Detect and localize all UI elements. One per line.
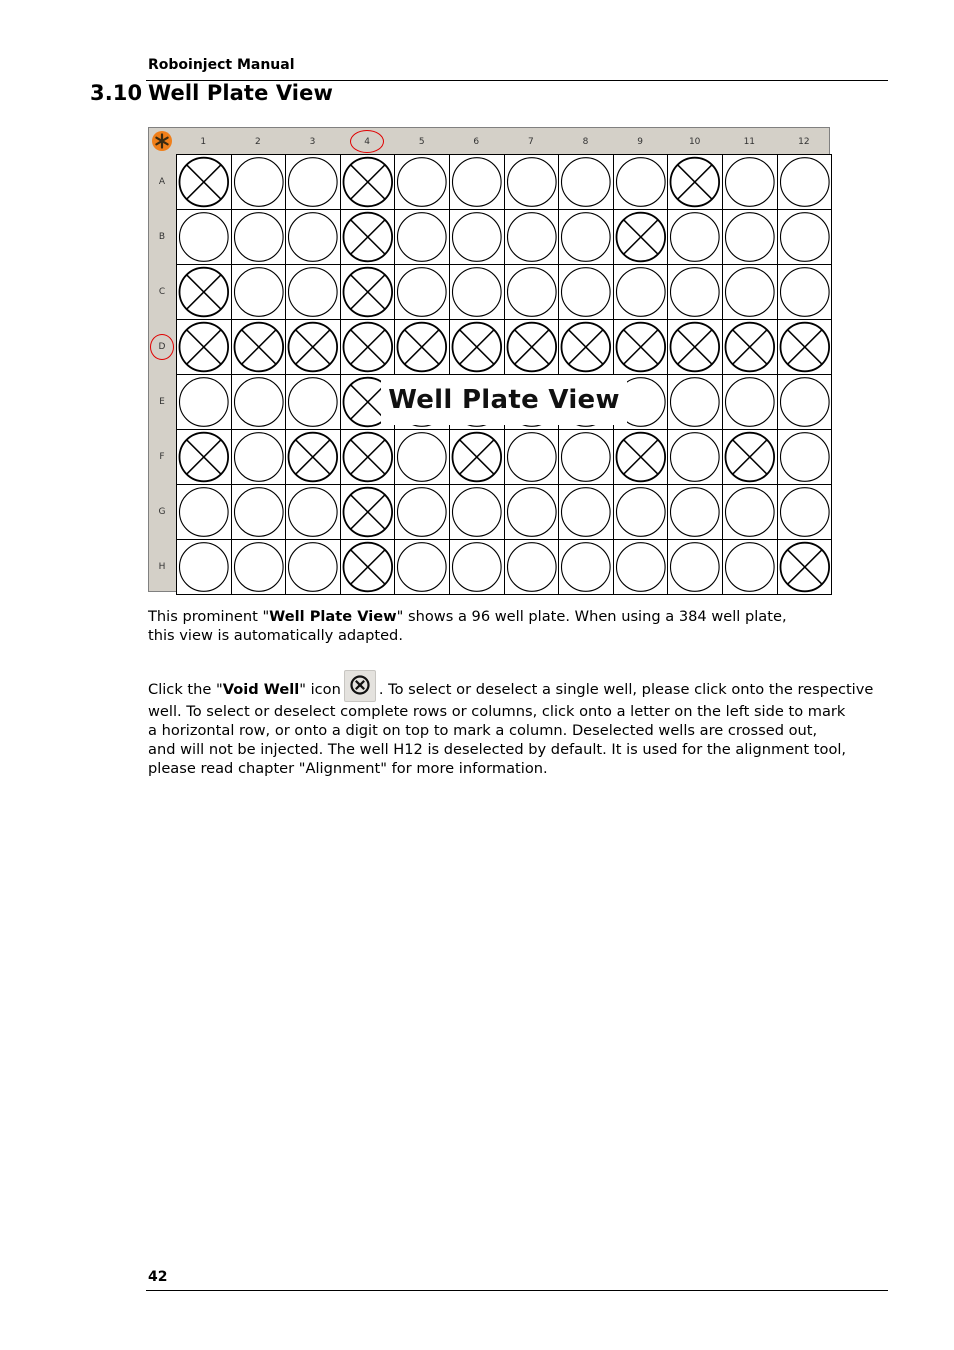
well-B6[interactable] [449,209,505,265]
page-number: 42 [148,1269,168,1285]
well-F3[interactable] [285,429,341,485]
well-H3[interactable] [285,539,341,595]
void-well-icon[interactable] [344,670,376,702]
well-D3[interactable] [285,319,341,375]
well-B8[interactable] [558,209,614,265]
well-H12[interactable] [777,539,833,595]
row-header-E[interactable]: E [159,396,165,407]
intro-line-1: This prominent "Well Plate View" shows a 96 well plate. When using a 384 well plate, [148,608,787,625]
well-G10[interactable] [667,484,723,540]
well-C2[interactable] [231,264,287,320]
well-A11[interactable] [722,154,778,210]
well-E12[interactable] [777,374,833,430]
well-G3[interactable] [285,484,341,540]
column-header-2[interactable]: 2 [255,136,261,147]
well-D10[interactable] [667,319,723,375]
well-G11[interactable] [722,484,778,540]
well-D1[interactable] [176,319,232,375]
well-G7[interactable] [504,484,560,540]
well-A4[interactable] [340,154,396,210]
column-header-7[interactable]: 7 [528,136,534,147]
well-plate [148,127,830,592]
footer-rule [146,1290,888,1291]
column-header-11[interactable]: 11 [743,136,756,147]
well-F2[interactable] [231,429,287,485]
well-F10[interactable] [667,429,723,485]
well-H2[interactable] [231,539,287,595]
void-well-paragraph [148,670,873,778]
well-D11[interactable] [722,319,778,375]
well-D2[interactable] [231,319,287,375]
well-A2[interactable] [231,154,287,210]
well-D8[interactable] [558,319,614,375]
column-header-10[interactable]: 10 [688,136,701,147]
row-header-D[interactable]: D [158,341,166,352]
well-F8[interactable] [558,429,614,485]
header-title: Roboinject Manual [148,57,295,73]
well-C6[interactable] [449,264,505,320]
well-B2[interactable] [231,209,287,265]
void-line-2: well. To select or deselect complete rows or columns, click onto a letter on the left side to mark [148,703,846,720]
well-B7[interactable] [504,209,560,265]
well-E2[interactable] [231,374,287,430]
intro-paragraph [148,607,787,645]
well-A6[interactable] [449,154,505,210]
well-A8[interactable] [558,154,614,210]
well-F7[interactable] [504,429,560,485]
section-title: Well Plate View [148,81,333,105]
well-A7[interactable] [504,154,560,210]
well-B3[interactable] [285,209,341,265]
well-F12[interactable] [777,429,833,485]
row-header-B[interactable]: B [158,231,166,242]
intro-line-2: this view is automatically adapted. [148,627,403,644]
well-B1[interactable] [176,209,232,265]
well-E11[interactable] [722,374,778,430]
well-B4[interactable] [340,209,396,265]
well-D7[interactable] [504,319,560,375]
well-A10[interactable] [667,154,723,210]
well-E3[interactable] [285,374,341,430]
well-G6[interactable] [449,484,505,540]
well-D4[interactable] [340,319,396,375]
well-D5[interactable] [394,319,450,375]
well-H7[interactable] [504,539,560,595]
well-C5[interactable] [394,264,450,320]
well-C7[interactable] [504,264,560,320]
well-E10[interactable] [667,374,723,430]
void-line-3: a horizontal row, or onto a digit on top to mark a column. Deselected wells are crossed out, [148,722,818,739]
asterisk-icon[interactable] [149,128,175,154]
well-E1[interactable] [176,374,232,430]
well-F6[interactable] [449,429,505,485]
column-header-12[interactable]: 12 [798,136,810,147]
well-H11[interactable] [722,539,778,595]
column-header-8[interactable]: 8 [582,136,589,147]
well-F11[interactable] [722,429,778,485]
well-C1[interactable] [176,264,232,320]
row-header-A[interactable]: A [158,176,166,187]
well-C11[interactable] [722,264,778,320]
well-A12[interactable] [777,154,833,210]
well-B9[interactable] [613,209,669,265]
well-H4[interactable] [340,539,396,595]
well-H1[interactable] [176,539,232,595]
well-F1[interactable] [176,429,232,485]
plate-overlay-label: Well Plate View [381,375,627,425]
well-G4[interactable] [340,484,396,540]
well-D12[interactable] [777,319,833,375]
well-F9[interactable] [613,429,669,485]
well-G12[interactable] [777,484,833,540]
row-header-H[interactable]: H [158,561,166,572]
void-line-5: please read chapter "Alignment" for more information. [148,760,548,777]
void-line-1: Click the "Void Well" icon . To select or deselect a single well, please click onto the respective [148,670,873,702]
well-G8[interactable] [558,484,614,540]
well-B12[interactable] [777,209,833,265]
column-header-4[interactable]: 4 [364,136,370,147]
well-D6[interactable] [449,319,505,375]
row-header-C[interactable]: C [158,286,166,297]
well-A3[interactable] [285,154,341,210]
well-G9[interactable] [613,484,669,540]
void-line-4: and will not be injected. The well H12 is deselected by default. It is used for the alignment tool, [148,741,847,758]
column-header-1[interactable]: 1 [200,136,207,147]
well-C8[interactable] [558,264,614,320]
section-heading [90,81,333,105]
column-header-3[interactable]: 3 [309,136,316,147]
well-B10[interactable] [667,209,723,265]
well-B5[interactable] [394,209,450,265]
well-F5[interactable] [394,429,450,485]
well-C10[interactable] [667,264,723,320]
row-header-F[interactable]: F [159,451,165,462]
row-header-G[interactable]: G [158,506,166,517]
well-C3[interactable] [285,264,341,320]
well-G2[interactable] [231,484,287,540]
well-H10[interactable] [667,539,723,595]
well-C4[interactable] [340,264,396,320]
well-G5[interactable] [394,484,450,540]
well-H8[interactable] [558,539,614,595]
column-header-5[interactable]: 5 [418,136,425,147]
column-header-6[interactable]: 6 [473,136,480,147]
well-H9[interactable] [613,539,669,595]
well-A5[interactable] [394,154,450,210]
well-B11[interactable] [722,209,778,265]
well-D9[interactable] [613,319,669,375]
well-G1[interactable] [176,484,232,540]
well-H6[interactable] [449,539,505,595]
section-number: 3.10 [90,81,143,105]
well-C9[interactable] [613,264,669,320]
well-C12[interactable] [777,264,833,320]
well-A1[interactable] [176,154,232,210]
well-F4[interactable] [340,429,396,485]
well-A9[interactable] [613,154,669,210]
column-header-9[interactable]: 9 [637,136,643,147]
well-H5[interactable] [394,539,450,595]
